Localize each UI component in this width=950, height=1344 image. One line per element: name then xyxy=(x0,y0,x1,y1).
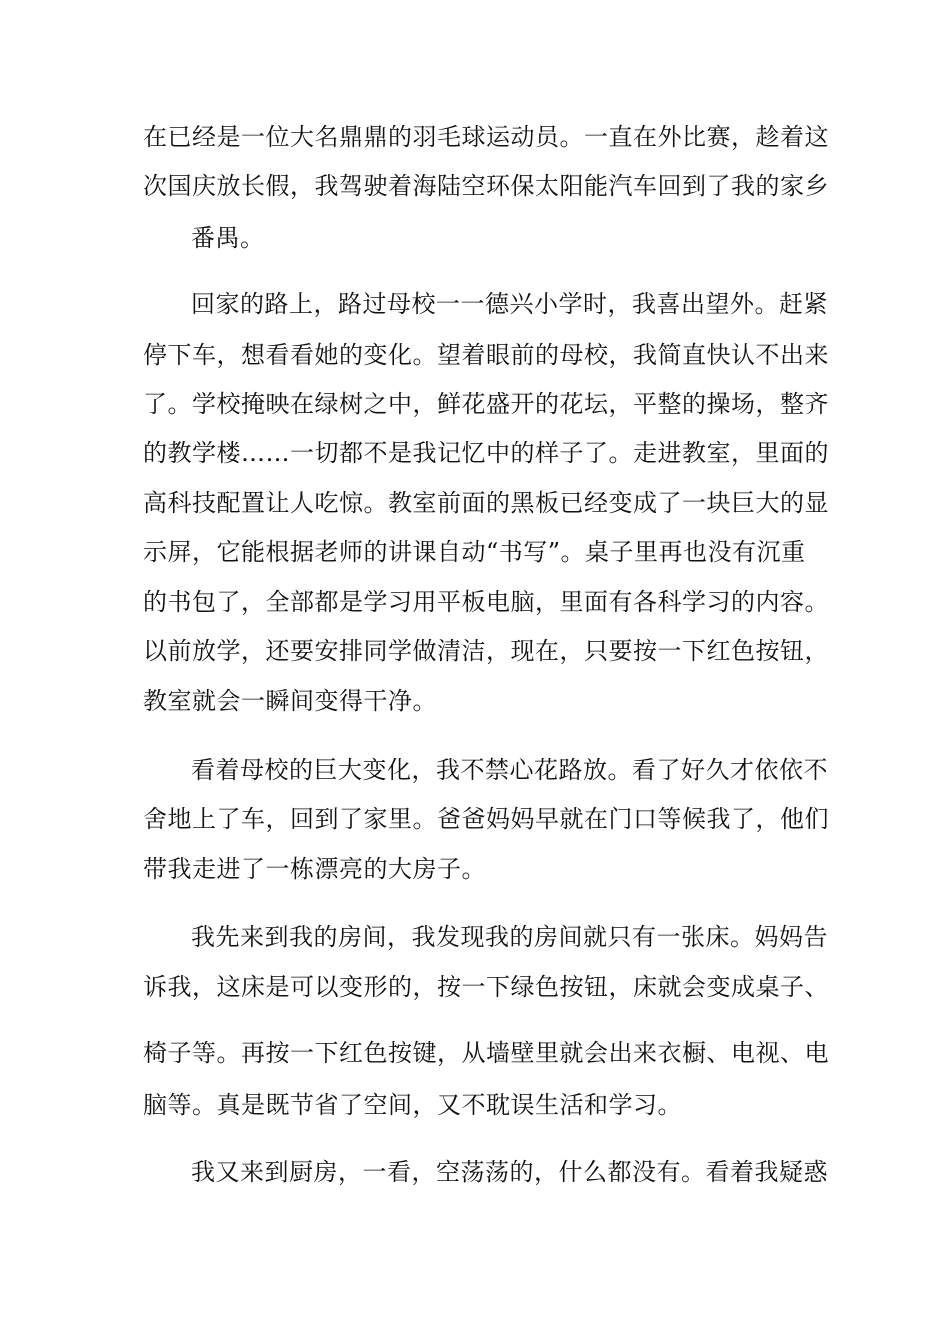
text-line: 在已经是一位大名鼎鼎的羽毛球运动员。一直在外比赛，趁着这 xyxy=(143,123,829,151)
text-line: 我先来到我的房间，我发现我的房间就只有一张床。妈妈告 xyxy=(191,923,828,951)
text-line: 高科技配置让人吃惊。教室前面的黑板已经变成了一块巨大的显 xyxy=(143,489,829,517)
text-line: 我又来到厨房，一看，空荡荡的，什么都没有。看着我疑惑 xyxy=(191,1158,828,1186)
text-line: 看着母校的巨大变化，我不禁心花路放。看了好久才依依不 xyxy=(191,756,828,784)
text-line: 番禺。 xyxy=(191,224,265,252)
text-line: 了。学校掩映在绿树之中，鲜花盛开的花坛，平整的操场，整齐 xyxy=(143,390,829,418)
text-line: 诉我，这床是可以变形的，按一下绿色按钮，床就会变成桌子、 xyxy=(143,973,829,1001)
text-line: 脑等。真是既节省了空间，又不耽误生活和学习。 xyxy=(143,1091,682,1119)
text-line: 教室就会一瞬间变得干净。 xyxy=(143,687,437,715)
text-line: 以前放学，还要安排同学做清洁，现在，只要按一下红色按钮， xyxy=(143,637,829,665)
text-line: 回家的路上，路过母校一一德兴小学时，我喜出望外。赶紧 xyxy=(191,290,828,318)
text-line: 椅子等。再按一下红色按键，从墙壁里就会出来衣橱、电视、电 xyxy=(143,1039,829,1067)
text-line: 的教学楼……一切都不是我记忆中的样子了。走进教室，里面的 xyxy=(143,439,829,467)
text-line: 示屏，它能根据老师的讲课自动“书写”。桌子里再也没有沉重 xyxy=(143,538,806,566)
text-line: 舍地上了车，回到了家里。爸爸妈妈早就在门口等候我了，他们 xyxy=(143,805,829,833)
text-line: 停下车，想看看她的变化。望着眼前的母校，我简直快认不出来 xyxy=(143,341,829,369)
text-line: 次国庆放长假，我驾驶着海陆空环保太阳能汽车回到了我的家乡 xyxy=(143,172,829,200)
text-line: 的书包了，全部都是学习用平板电脑，里面有各科学习的内容。 xyxy=(143,588,829,616)
text-line: 带我走进了一栋漂亮的大房子。 xyxy=(143,855,486,883)
